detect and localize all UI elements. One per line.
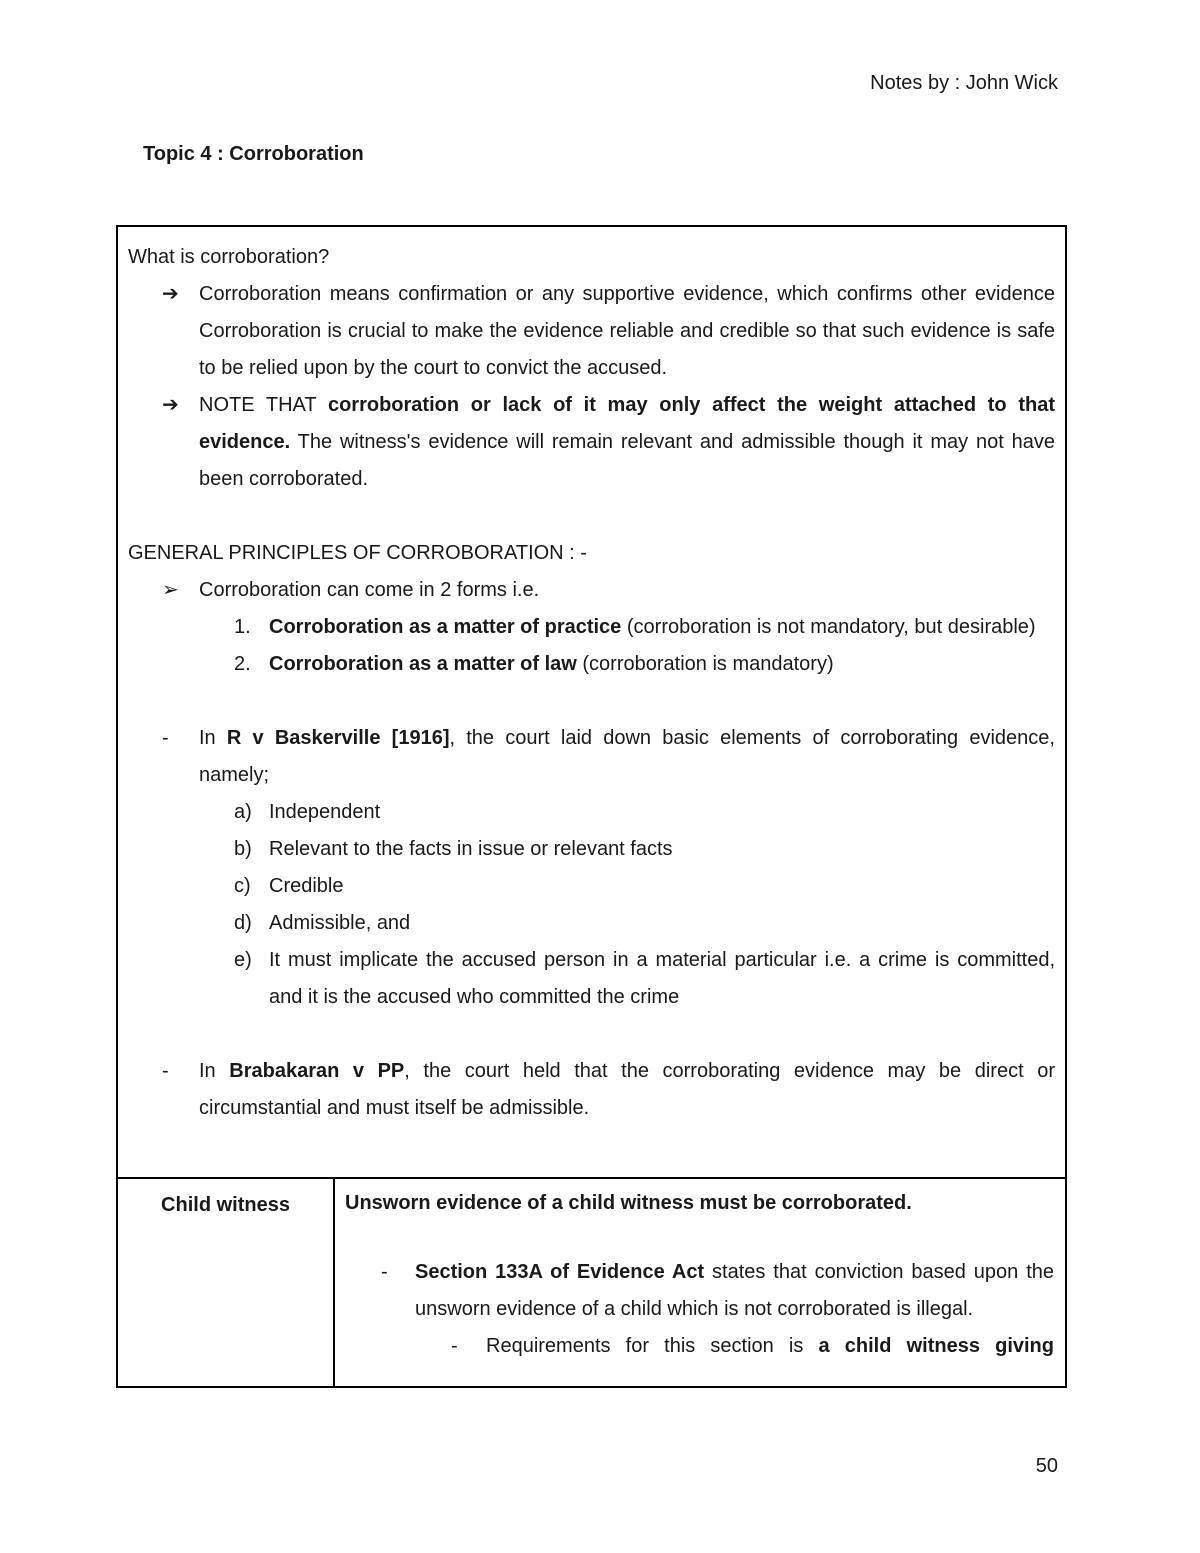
element-letter: d) (234, 912, 252, 934)
element-text: It must implicate the accused person in a material particular i.e. a crime is committed, and it is the accused who committed the crime (269, 949, 1055, 1008)
header-note: Notes by : John Wick (870, 72, 1058, 94)
dash-marker: - (451, 1335, 458, 1357)
dash-marker: - (162, 1060, 169, 1082)
arrow-icon: ➔ (162, 283, 179, 305)
form-desc: (corroboration is mandatory) (576, 653, 834, 675)
element-text: Admissible, and (269, 912, 411, 934)
section-133a-item (345, 1254, 1054, 1328)
requirement-bold: a child witness giving (818, 1335, 1054, 1357)
dash-marker: - (162, 727, 169, 749)
note-bold: corroboration or lack of it may only affect the weight attached to that evidence. (199, 394, 1055, 453)
forms-intro: Corroboration can come in 2 forms i.e. (199, 579, 540, 601)
principles-heading: GENERAL PRINCIPLES OF CORROBORATION : - (128, 542, 587, 564)
notes-table (116, 225, 1067, 1388)
form-item-practice (128, 609, 1055, 646)
form-number: 2. (234, 653, 251, 675)
note-prefix: NOTE THAT (199, 394, 328, 416)
element-letter: e) (234, 949, 252, 971)
element-text: Independent (269, 801, 381, 823)
chevron-icon: ➢ (162, 579, 179, 601)
arrow-item-note (128, 387, 1055, 498)
form-title: Corroboration as a matter of practice (269, 616, 622, 638)
element-text: Relevant to the facts in issue or relevant facts (269, 838, 673, 860)
case-text: , the court held that the corroborating evidence may be direct or circumstantial and must itself be admissible. (199, 1060, 1055, 1119)
child-witness-heading: Unsworn evidence of a child witness must be corroborated. (345, 1192, 912, 1214)
case-brabakaran (128, 1053, 1055, 1127)
chevron-item-forms (128, 572, 1055, 609)
element-item (128, 905, 1055, 942)
dash-marker: - (381, 1261, 388, 1283)
requirement-text: Requirements for this section is (486, 1335, 819, 1357)
page-title: Topic 4 : Corroboration (143, 143, 364, 165)
element-item (128, 868, 1055, 905)
form-number: 1. (234, 616, 251, 638)
page-number: 50 (1035, 1455, 1058, 1477)
arrow-item-definition (128, 276, 1055, 387)
case-prefix: In (199, 727, 227, 749)
arrow-icon: ➔ (162, 394, 179, 416)
case-baskerville (128, 720, 1055, 794)
element-item (128, 794, 1055, 831)
child-witness-row (118, 1179, 1065, 1386)
element-letter: b) (234, 838, 252, 860)
section-text: states that conviction based upon the unsworn evidence of a child which is not corroborated is illegal. (415, 1261, 1055, 1320)
element-item (128, 942, 1055, 1016)
case-name: Brabakaran v PP (229, 1060, 405, 1082)
form-desc: (corroboration is not mandatory, but desirable) (621, 616, 1036, 638)
section-name: Section 133A of Evidence Act (415, 1261, 705, 1283)
note-text: The witness's evidence will remain relevant and admissible though it may not have been corroborated. (199, 431, 1055, 490)
form-item-law (128, 646, 1055, 683)
element-letter: a) (234, 801, 252, 823)
child-witness-content (335, 1179, 1065, 1386)
requirement-item (345, 1328, 1054, 1365)
element-text: Credible (269, 875, 344, 897)
element-item (128, 831, 1055, 868)
case-name: R v Baskerville [1916] (226, 727, 450, 749)
case-prefix: In (199, 1060, 230, 1082)
intro-question: What is corroboration? (128, 246, 330, 268)
element-letter: c) (234, 875, 251, 897)
intro-cell (118, 227, 1065, 1179)
definition-text: Corroboration means confirmation or any supportive evidence, which confirms other evidence Corroboration is crucial to make the evidence reliable and credible so that such evidence is safe to be relied upon by the court to convict the accused. (199, 283, 1055, 379)
case-text: , the court laid down basic elements of corroborating evidence, namely; (199, 727, 1055, 786)
form-title: Corroboration as a matter of law (269, 653, 577, 675)
child-witness-label: Child witness (118, 1179, 335, 1386)
